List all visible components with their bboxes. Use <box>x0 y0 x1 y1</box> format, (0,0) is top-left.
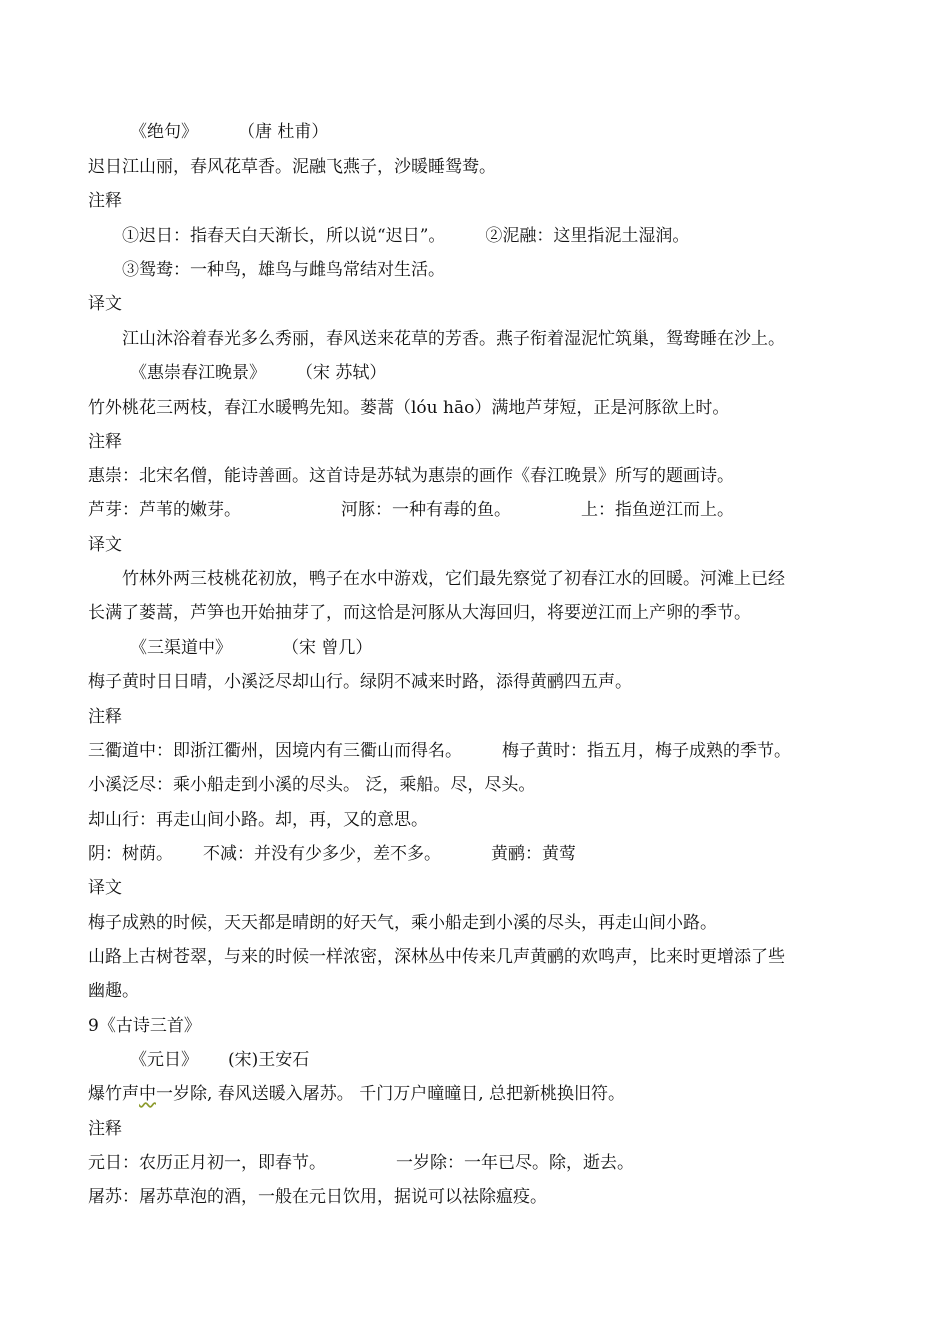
note: ①迟日：指春天白天渐长，所以说“迟日”。 <box>122 226 446 246</box>
poem-text: 梅子黄时日日晴，小溪泛尽却山行。绿阴不减来时路，添得黄鹂四五声。 <box>88 672 632 692</box>
poem-text <box>88 1082 910 1106</box>
note: 屠苏：屠苏草泡的酒，一般在元日饮用，据说可以祛除瘟疫。 <box>88 1187 547 1207</box>
translation: 山路上古树苍翠，与来的时候一样浓密，深林丛中传来几声黄鹂的欢鸣声，比来时更增添了些 <box>88 947 785 967</box>
note: 黄鹂：黄莺 <box>491 844 576 864</box>
note: ③鸳鸯：一种鸟，雄鸟与雌鸟常结对生活。 <box>122 260 445 280</box>
poem-title-line <box>130 636 910 660</box>
poem-title: 《三渠道中》 <box>130 638 232 658</box>
poem-title: 《绝句》 <box>130 122 198 142</box>
note-line <box>122 224 910 248</box>
note: 上：指鱼逆江而上。 <box>581 500 734 520</box>
poem-author: （宋 苏轼） <box>296 363 387 383</box>
translation: 梅子成熟的时候，天天都是晴朗的好天气，乘小船走到小溪的尽头，再走山间小路。 <box>88 913 717 933</box>
poem-title-line <box>130 1048 910 1072</box>
note-line <box>88 739 910 763</box>
translation: 竹林外两三枝桃花初放，鸭子在水中游戏，它们最先察觉了初春江水的回暖。河滩上已经 <box>122 569 785 589</box>
note: 梅子黄时：指五月，梅子成熟的季节。 <box>502 741 791 761</box>
note: 不减：并没有少多少，差不多。 <box>203 844 441 864</box>
poem-author: （宋 曾几） <box>282 638 373 658</box>
notes-heading: 注释 <box>88 191 122 211</box>
note: 元日：农历正月初一，即春节。 <box>88 1153 326 1173</box>
translation: 长满了蒌蒿，芦笋也开始抽芽了，而这恰是河豚从大海回归，将要逆江而上产卵的季节。 <box>88 603 751 623</box>
note-line <box>88 1151 910 1175</box>
poem-title-line <box>130 120 910 144</box>
poem-text: 迟日江山丽，春风花草香。泥融飞燕子，沙暖睡鸳鸯。 <box>88 157 496 177</box>
proofing-mark: 中 <box>139 1084 156 1104</box>
poem-text-part: 一岁除, 春风送暖入屠苏。 千门万户曈曈日, 总把新桃换旧符。 <box>156 1084 626 1104</box>
translation-heading: 译文 <box>88 294 122 314</box>
note: 惠崇：北宋名僧，能诗善画。这首诗是苏轼为惠崇的画作《春江晚景》所写的题画诗。 <box>88 466 734 486</box>
section-heading: 9《古诗三首》 <box>88 1016 201 1036</box>
poem-title: 《惠崇春江晚景》 <box>130 363 266 383</box>
poem-author: （唐 杜甫） <box>238 122 329 142</box>
translation: 幽趣。 <box>88 981 139 1001</box>
note: 却山行：再走山间小路。却，再，又的意思。 <box>88 810 428 830</box>
notes-heading: 注释 <box>88 707 122 727</box>
poem-title-line <box>130 361 910 385</box>
poem-text: 竹外桃花三两枝，春江水暖鸭先知。蒌蒿（lóu hāo）满地芦芽短，正是河豚欲上时。 <box>88 398 730 418</box>
note: 三衢道中：即浙江衢州，因境内有三衢山而得名。 <box>88 741 462 761</box>
notes-heading: 注释 <box>88 1119 122 1139</box>
note: ②泥融：这里指泥土湿润。 <box>485 226 690 246</box>
poem-title: 《元日》 <box>130 1050 198 1070</box>
note-line <box>88 842 910 866</box>
poem-author: (宋)王安石 <box>228 1050 310 1070</box>
poem-text-part: 爆竹声 <box>88 1084 139 1104</box>
translation: 江山沐浴着春光多么秀丽，春风送来花草的芳香。燕子衔着湿泥忙筑巢，鸳鸯睡在沙上。 <box>122 329 785 349</box>
note: 一岁除：一年已尽。除，逝去。 <box>396 1153 634 1173</box>
note: 阴：树荫。 <box>88 844 173 864</box>
note-line <box>88 498 910 522</box>
notes-heading: 注释 <box>88 432 122 452</box>
note: 芦芽：芦苇的嫩芽。 <box>88 500 241 520</box>
note: 河豚：一种有毒的鱼。 <box>341 500 511 520</box>
translation-heading: 译文 <box>88 535 122 555</box>
note: 小溪泛尽：乘小船走到小溪的尽头。 泛，乘船。尽，尽头。 <box>88 775 536 795</box>
translation-heading: 译文 <box>88 878 122 898</box>
